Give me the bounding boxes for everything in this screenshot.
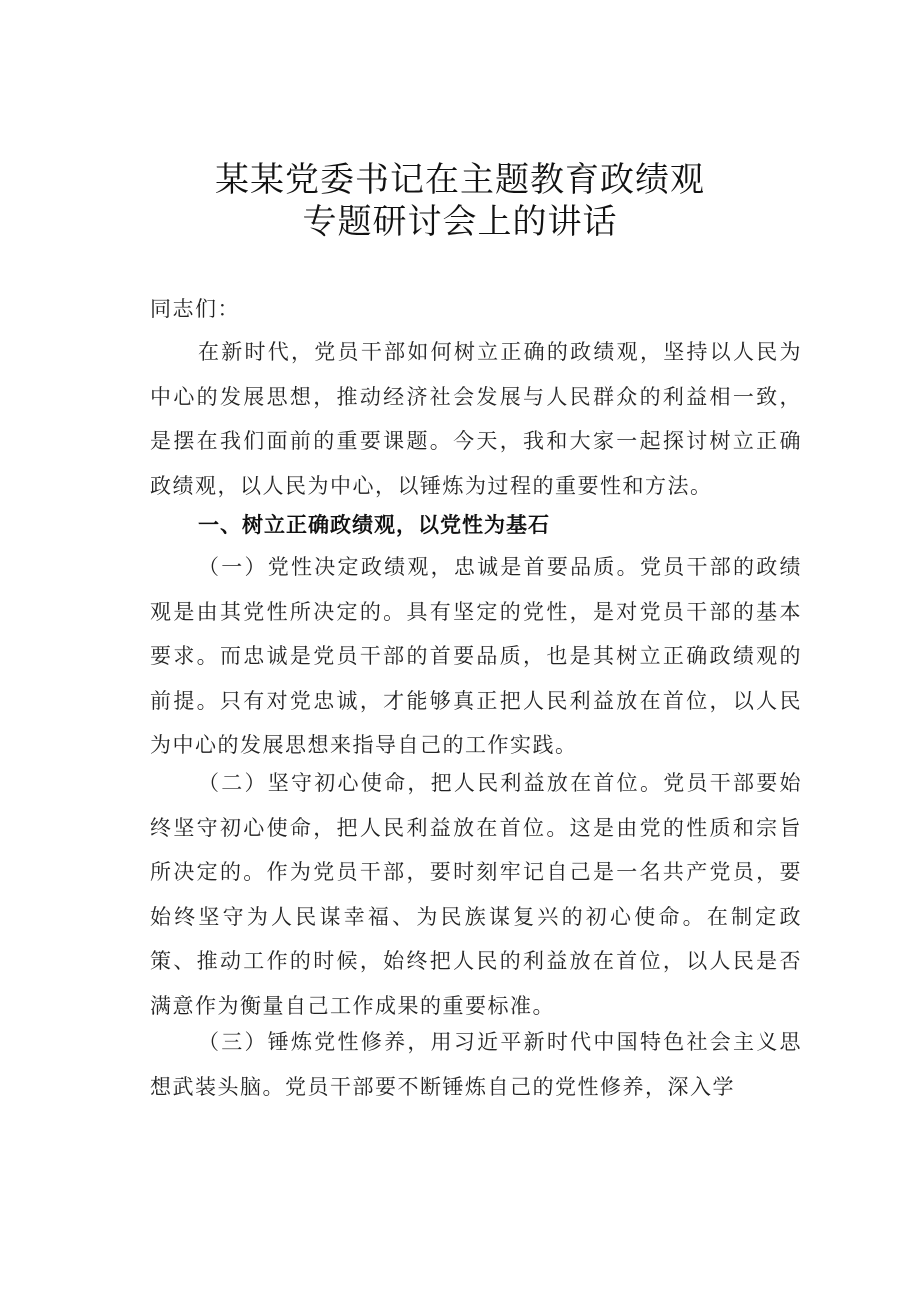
intro-paragraph: 在新时代，党员干部如何树立正确的政绩观，坚持以人民为中心的发展思想，推动经济社会发展与人民群众的利益相一致，是摆在我们面前的重要课题。今天，我和大家一起探讨树立正确政绩观，以人民为中心，以锤炼为过程的重要性和方法。 bbox=[150, 340, 802, 498]
document-title-line-2: 专题研讨会上的讲话 bbox=[302, 202, 618, 242]
salutation: 同志们： bbox=[150, 297, 240, 321]
paragraph-section1-item1: （一）党性决定政绩观，忠诚是首要品质。党员干部的政绩观是由其党性所决定的。具有坚定的党性，是对党员干部的基本要求。而忠诚是党员干部的首要品质，也是其树立正确政绩观的前提。只有对党忠诚，才能够真正把人民利益放在首位，以人民为中心的发展思想来指导自己的工作实践。 bbox=[150, 555, 802, 757]
section-heading-1: 一、树立正确政绩观，以党性为基石 bbox=[198, 513, 550, 537]
paragraph-section1-item3: （三）锤炼党性修养，用习近平新时代中国特色社会主义思想武装头脑。党员干部要不断锤炼自己的党性修养，深入学 bbox=[150, 1030, 802, 1099]
paragraph-section1-item2: （二）坚守初心使命，把人民利益放在首位。党员干部要始终坚守初心使命，把人民利益放在首位。这是由党的性质和宗旨所决定的。作为党员干部，要时刻牢记自己是一名共产党员，要始终坚守为人民谋幸福、为民族谋复兴的初心使命。在制定政策、推动工作的时候，始终把人民的利益放在首位，以人民是否满意作为衡量自己工作成果的重要标准。 bbox=[150, 771, 802, 1018]
document-title-line-1: 某某党委书记在主题教育政绩观 bbox=[215, 160, 705, 200]
